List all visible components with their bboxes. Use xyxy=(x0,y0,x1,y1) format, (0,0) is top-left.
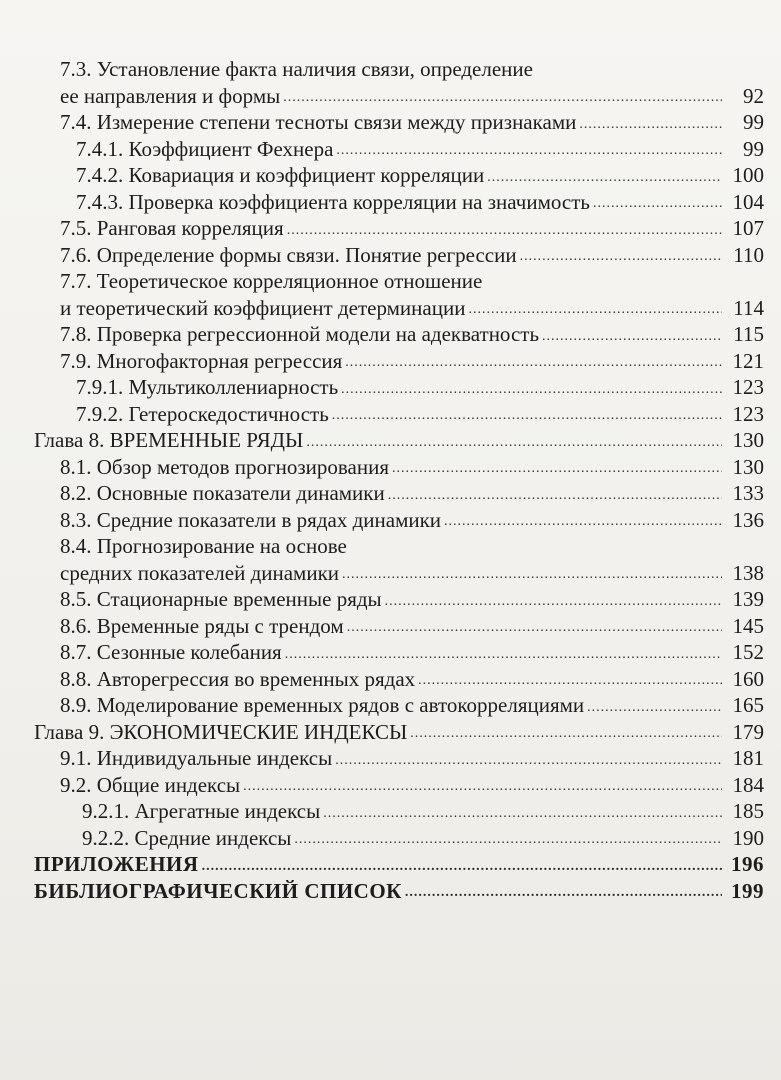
leader-dots xyxy=(347,624,722,634)
leader-dots xyxy=(579,121,722,131)
leader-dots xyxy=(542,333,722,343)
toc-entry-8-1 xyxy=(34,454,764,481)
toc-title: 7.4.1. Коэффициент Фехнера xyxy=(76,136,334,161)
toc-title-line1: 7.3. Установление факта наличия связи, определение xyxy=(60,57,533,81)
leader-dots xyxy=(341,386,722,396)
toc-entry-7-4-3 xyxy=(34,189,764,216)
toc-entry-8-5 xyxy=(34,586,764,613)
leader-dots xyxy=(323,810,722,820)
toc-entry-8-4 xyxy=(34,533,764,586)
toc-title-line2: и теоретический коэффициент детерминации xyxy=(60,295,466,320)
toc-entry-8-9 xyxy=(34,692,764,719)
page-number: 184 xyxy=(732,772,764,797)
page-number: 121 xyxy=(732,348,764,373)
toc-title: 9.1. Индивидуальные индексы xyxy=(60,746,333,770)
leader-dots xyxy=(468,306,722,316)
leader-dots xyxy=(335,757,722,767)
page-number: 145 xyxy=(732,613,764,638)
toc-entry-8-7 xyxy=(34,639,764,666)
leader-dots xyxy=(392,465,722,475)
leader-dots xyxy=(294,836,722,846)
leader-dots xyxy=(336,147,722,157)
page-number: 130 xyxy=(732,454,764,479)
toc-title: 9.2. Общие индексы xyxy=(60,772,241,797)
toc-entry-ch8 xyxy=(34,427,764,454)
toc-entry-7-9 xyxy=(34,348,764,375)
toc-title: Глава 8. ВРЕМЕННЫЕ РЯДЫ xyxy=(34,428,304,452)
toc-entry-9-1 xyxy=(34,745,764,772)
page-number: 123 xyxy=(732,401,764,426)
toc-title: 7.6. Определение формы связи. Понятие регрессии xyxy=(60,242,517,267)
toc-entry-8-3 xyxy=(34,507,764,534)
toc-entry-7-4 xyxy=(34,109,764,136)
page-number: 107 xyxy=(732,216,764,240)
leader-dots xyxy=(202,863,722,873)
leader-dots xyxy=(388,492,722,502)
toc-entry-ch9 xyxy=(34,719,764,746)
leader-dots xyxy=(345,359,722,369)
page-number: 199 xyxy=(731,878,764,903)
toc-entry-biblio xyxy=(34,878,764,905)
toc-entry-8-6 xyxy=(34,613,764,640)
toc-entry-7-6 xyxy=(34,242,764,269)
toc-entry-7-4-1 xyxy=(34,136,764,163)
toc-title: 8.5. Стационарные временные ряды xyxy=(60,587,382,611)
leader-dots xyxy=(587,704,722,714)
toc-entry-9-2 xyxy=(34,772,764,799)
toc-title: 7.4. Измерение степени тесноты связи между признаками xyxy=(60,110,577,134)
page-number: 181 xyxy=(732,746,764,770)
leader-dots xyxy=(410,730,722,740)
toc-entry-9-2-2 xyxy=(34,825,764,852)
page-number: 100 xyxy=(732,163,764,187)
leader-dots xyxy=(287,227,722,237)
toc-title: 8.7. Сезонные колебания xyxy=(60,640,282,664)
table-of-contents xyxy=(34,56,764,904)
leader-dots xyxy=(405,889,722,899)
page-number: 114 xyxy=(733,295,764,320)
toc-entry-7-7 xyxy=(34,268,764,321)
leader-dots xyxy=(332,412,722,422)
page-number: 110 xyxy=(733,242,764,267)
leader-dots xyxy=(385,598,722,608)
toc-title: 7.9.2. Гетероскедостичность xyxy=(76,401,329,426)
toc-entry-appendix xyxy=(34,851,764,878)
page-number: 99 xyxy=(743,136,764,161)
leader-dots xyxy=(285,651,722,661)
toc-title: 8.8. Авторегрессия во временных рядах xyxy=(60,666,416,691)
toc-title: 8.1. Обзор методов прогнозирования xyxy=(60,454,389,479)
page-number: 123 xyxy=(732,375,764,399)
leader-dots xyxy=(520,253,722,263)
toc-entry-7-5 xyxy=(34,215,764,242)
toc-title: 8.6. Временные ряды с трендом xyxy=(60,613,344,638)
toc-entry-7-9-1 xyxy=(34,374,764,401)
leader-dots xyxy=(243,783,722,793)
page-number: 136 xyxy=(732,507,764,532)
toc-entry-9-2-1 xyxy=(34,798,764,825)
toc-title: 8.2. Основные показатели динамики xyxy=(60,481,385,505)
page-number: 139 xyxy=(732,587,764,611)
toc-title: 7.4.2. Ковариация и коэффициент корреляции xyxy=(76,163,485,187)
page-number: 104 xyxy=(732,189,764,214)
page-number: 115 xyxy=(733,322,764,346)
leader-dots xyxy=(283,94,722,104)
page-number: 179 xyxy=(732,719,764,744)
page-number: 152 xyxy=(732,640,764,664)
page-number: 138 xyxy=(732,560,764,585)
toc-title-line2: средних показателей динамики xyxy=(60,560,340,585)
toc-title: БИБЛИОГРАФИЧЕСКИЙ СПИСОК xyxy=(34,878,402,903)
toc-entry-7-9-2 xyxy=(34,401,764,428)
toc-title: 9.2.1. Агрегатные индексы xyxy=(82,799,321,823)
toc-title: 8.9. Моделирование временных рядов с автокорреляциями xyxy=(60,693,585,717)
leader-dots xyxy=(444,518,722,528)
page-number: 133 xyxy=(732,481,764,505)
page-number: 190 xyxy=(732,825,764,850)
toc-title: Глава 9. ЭКОНОМИЧЕСКИЕ ИНДЕКСЫ xyxy=(34,719,408,744)
page-number: 165 xyxy=(732,693,764,717)
toc-title: 8.3. Средние показатели в рядах динамики xyxy=(60,507,442,532)
page-number: 160 xyxy=(732,666,764,691)
page-number: 92 xyxy=(743,83,764,108)
toc-entry-7-4-2 xyxy=(34,162,764,189)
leader-dots xyxy=(342,571,722,581)
leader-dots xyxy=(306,439,722,449)
toc-title-line1: 8.4. Прогнозирование на основе xyxy=(60,534,347,558)
page-number: 130 xyxy=(732,428,764,452)
page-number: 196 xyxy=(731,852,764,876)
leader-dots xyxy=(593,200,722,210)
leader-dots xyxy=(487,174,722,184)
toc-title: 7.4.3. Проверка коэффициента корреляции на значимость xyxy=(76,189,590,214)
toc-entry-7-3 xyxy=(34,56,764,109)
toc-title-line2: ее направления и формы xyxy=(60,83,281,108)
leader-dots xyxy=(418,677,722,687)
toc-title: 7.5. Ранговая корреляция xyxy=(60,216,284,240)
toc-title-line1: 7.7. Теоретическое корреляционное отношение xyxy=(60,269,483,293)
toc-title: ПРИЛОЖЕНИЯ xyxy=(34,852,199,876)
page-number: 185 xyxy=(732,799,764,823)
page-number: 99 xyxy=(743,110,764,134)
toc-entry-7-8 xyxy=(34,321,764,348)
toc-title: 7.8. Проверка регрессионной модели на адекватность xyxy=(60,322,540,346)
toc-title: 9.2.2. Средние индексы xyxy=(82,825,292,850)
toc-title: 7.9.1. Мультиколлениарность xyxy=(76,375,339,399)
toc-title: 7.9. Многофакторная регрессия xyxy=(60,348,343,373)
toc-entry-8-2 xyxy=(34,480,764,507)
toc-entry-8-8 xyxy=(34,666,764,693)
